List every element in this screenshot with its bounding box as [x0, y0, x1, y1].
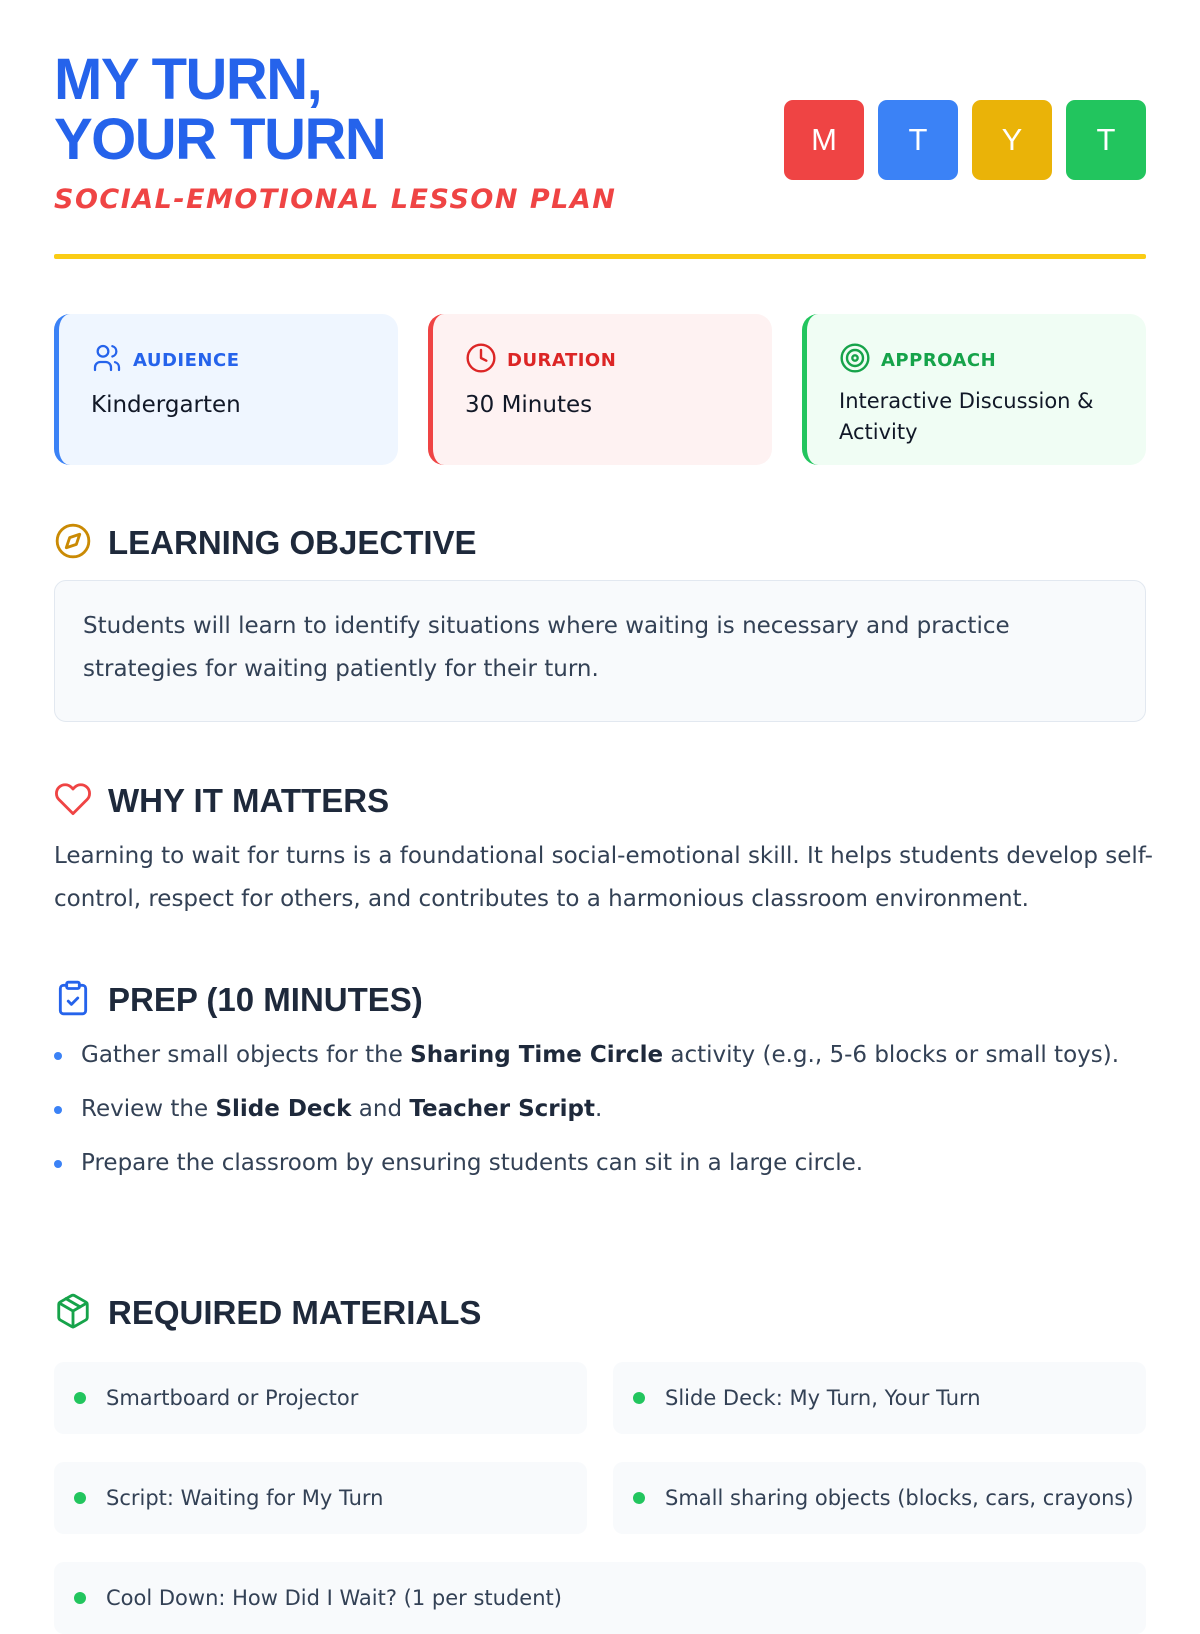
clock-icon: [465, 342, 497, 378]
prep-list: [54, 1035, 1154, 1197]
prep-title: PREP (10 MINUTES): [108, 981, 423, 1018]
bullet-dot: [633, 1492, 645, 1504]
material-item: [613, 1462, 1146, 1534]
box-icon: [54, 1292, 92, 1334]
material-item: [54, 1562, 1146, 1634]
letter-tile-t-2: T: [1066, 100, 1146, 180]
why-heading: [54, 780, 389, 822]
duration-value: 30 Minutes: [465, 392, 593, 418]
list-item: Gather small objects for the Sharing Time Circle activity (e.g., 5-6 blocks or small toys).: [54, 1035, 1154, 1089]
approach-label: APPROACH: [881, 349, 997, 371]
page-subtitle: SOCIAL-EMOTIONAL LESSON PLAN: [54, 184, 617, 215]
letter-tiles: [784, 100, 1146, 180]
duration-card: [428, 314, 772, 465]
target-icon: [839, 342, 871, 378]
material-item: [54, 1362, 587, 1434]
users-icon: [91, 342, 123, 378]
prep-heading: [54, 979, 423, 1021]
material-item: [54, 1462, 587, 1534]
material-label: Script: Waiting for My Turn: [106, 1486, 384, 1510]
audience-label: AUDIENCE: [133, 349, 240, 371]
bullet-dot: [74, 1392, 86, 1404]
material-label: Slide Deck: My Turn, Your Turn: [665, 1386, 981, 1410]
materials-title: REQUIRED MATERIALS: [108, 1294, 482, 1331]
bullet-dot: [74, 1592, 86, 1604]
letter-tile-m: M: [784, 100, 864, 180]
bullet-dot: [74, 1492, 86, 1504]
header-divider: [54, 254, 1146, 259]
page-title-line-1: MY TURN,: [54, 47, 322, 112]
letter-tile-t: T: [878, 100, 958, 180]
header: [54, 47, 1146, 215]
compass-icon: [54, 522, 92, 564]
material-item: [613, 1362, 1146, 1434]
why-title: WHY IT MATTERS: [108, 782, 390, 819]
objective-title: LEARNING OBJECTIVE: [108, 524, 477, 561]
letter-tile-y: Y: [972, 100, 1052, 180]
bullet-dot: [633, 1392, 645, 1404]
materials-heading: [54, 1292, 481, 1334]
material-label: Cool Down: How Did I Wait? (1 per student): [106, 1586, 562, 1610]
list-item: Review the Slide Deck and Teacher Script.: [54, 1089, 1154, 1143]
why-text: Learning to wait for turns is a foundational social-emotional skill. It helps students develop self-control, respect for others, and contributes to a harmonious classroom environment.: [54, 843, 1153, 912]
list-item: Prepare the classroom by ensuring students can sit in a large circle.: [54, 1143, 1154, 1197]
heart-icon: [54, 780, 92, 822]
material-label: Small sharing objects (blocks, cars, crayons): [665, 1486, 1134, 1510]
objective-heading: [54, 522, 477, 564]
material-label: Smartboard or Projector: [106, 1386, 359, 1410]
duration-label: DURATION: [507, 349, 617, 371]
page-title-line-2: YOUR TURN: [54, 107, 386, 172]
objective-text: Students will learn to identify situations where waiting is necessary and practice strategies for waiting patiently for their turn.: [54, 580, 1146, 722]
clipboard-check-icon: [54, 979, 92, 1021]
approach-card: [802, 314, 1146, 465]
approach-value: Interactive Discussion & Activity: [839, 389, 1094, 444]
audience-value: Kindergarten: [91, 392, 241, 418]
audience-card: [54, 314, 398, 465]
